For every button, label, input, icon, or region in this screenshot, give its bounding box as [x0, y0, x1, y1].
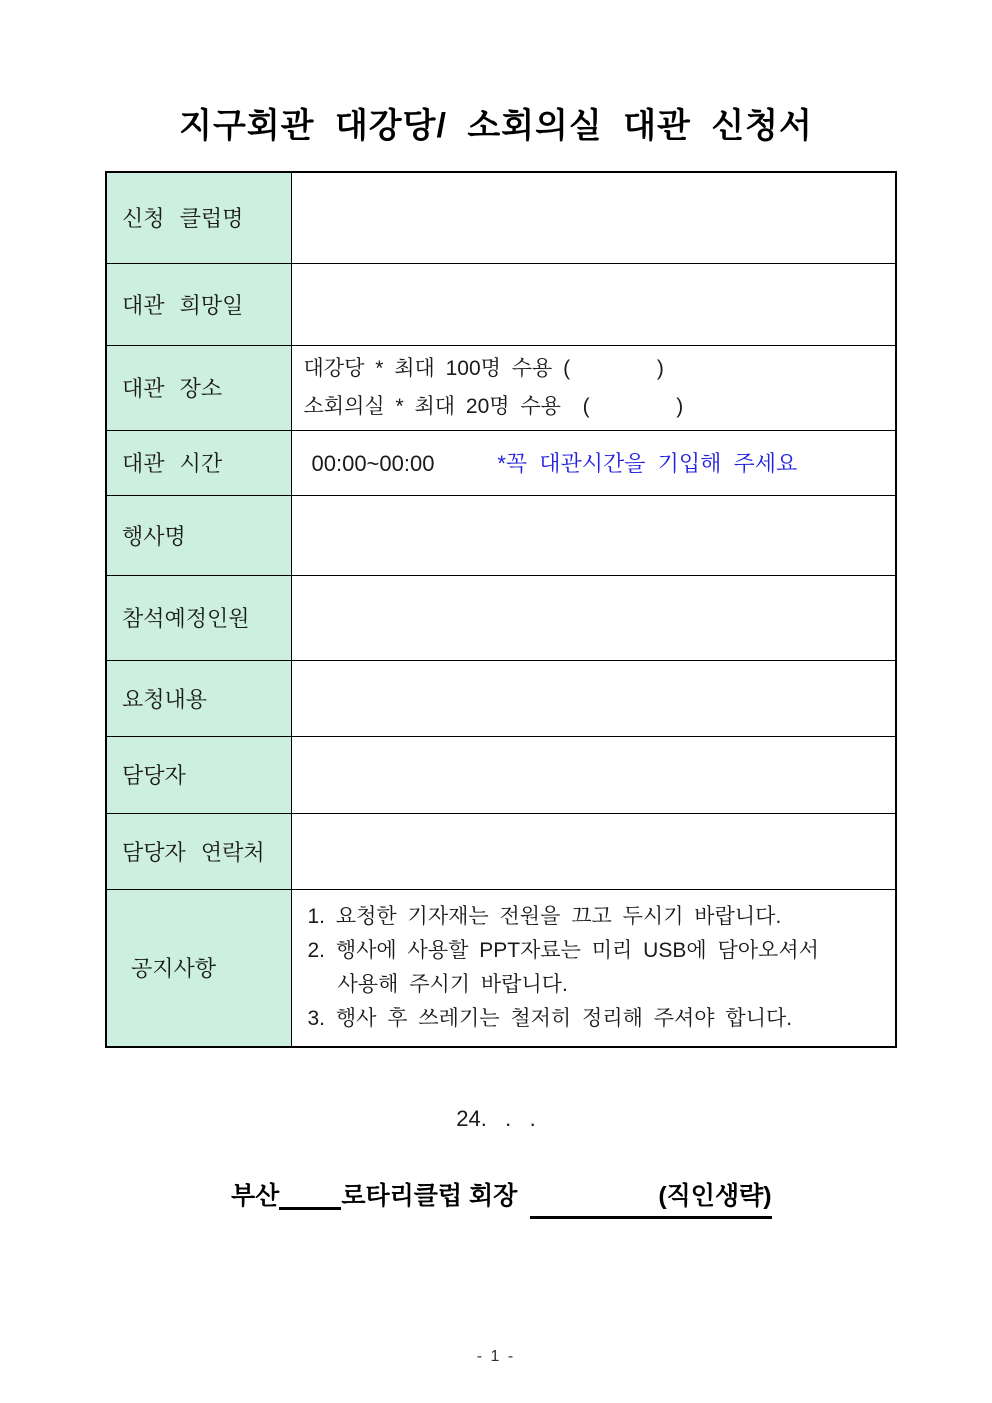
input-cell-club-name [291, 172, 896, 263]
application-form-table [105, 171, 897, 1048]
rental-time-note: *꼭 대관시간을 기입해 주세요 [497, 451, 798, 476]
signature-club-title: 로타리클럽 회장 [341, 1181, 518, 1210]
rental-time-cell [291, 430, 896, 495]
table-row-request-details [106, 660, 896, 736]
venue-option-main-hall: 대강당 * 최대 100명 수용 ( ) [303, 356, 664, 380]
input-cell-request-details [291, 660, 896, 736]
date-line: 24. . . [456, 1105, 536, 1131]
label-expected-attendees: 참석예정인원 [106, 575, 291, 660]
notice-item-3: 3. 행사 후 쓰레기는 철저히 정리해 주셔야 합니다. [307, 1006, 793, 1030]
notice-item-1: 1. 요청한 기자재는 전원을 끄고 두시기 바랍니다. [307, 904, 782, 928]
input-cell-expected-attendees [291, 575, 896, 660]
table-row-club-name [106, 172, 896, 263]
table-row-notices [106, 889, 896, 1047]
table-row-rental-time [106, 430, 896, 495]
table-row-event-name [106, 495, 896, 575]
label-contact-person: 담당자 [106, 736, 291, 813]
stamp-omitted-note: (직인생략) [658, 1181, 772, 1210]
label-rental-time: 대관 시간 [106, 430, 291, 495]
label-request-details: 요청내용 [106, 660, 291, 736]
page-title: 지구회관 대강당/ 소회의실 대관 신청서 [179, 107, 813, 145]
input-cell-desired-date [291, 263, 896, 345]
venue-options-cell [291, 345, 896, 430]
notice-item-2-continued: 사용해 주시기 바랍니다. [337, 972, 568, 996]
label-event-name: 행사명 [106, 495, 291, 575]
notice-item-2: 2. 행사에 사용할 PPT자료는 미리 USB에 담아오셔서 [307, 938, 819, 962]
venue-option-meeting-room: 소회의실 * 최대 20명 수용 ( ) [303, 394, 684, 418]
label-notices: 공지사항 [106, 889, 291, 1047]
signature-name-underline [530, 1176, 771, 1219]
rental-time-value: 00:00~00:00 [311, 451, 435, 476]
notices-cell [291, 889, 896, 1047]
input-cell-contact-person [291, 736, 896, 813]
input-cell-event-name [291, 495, 896, 575]
table-row-contact-phone [106, 813, 896, 889]
signature-club-name-blank [279, 1182, 341, 1210]
table-row-contact-person [106, 736, 896, 813]
page-number: - 1 - [476, 1348, 516, 1365]
signature-city: 부산 [231, 1181, 280, 1210]
table-row-expected-attendees [106, 575, 896, 660]
table-row-desired-date [106, 263, 896, 345]
label-venue: 대관 장소 [106, 345, 291, 430]
table-row-venue [106, 345, 896, 430]
label-contact-phone: 담당자 연락처 [106, 813, 291, 889]
input-cell-contact-phone [291, 813, 896, 889]
label-club-name: 신청 클럽명 [106, 172, 291, 263]
label-desired-date: 대관 희망일 [106, 263, 291, 345]
signature-line [231, 1176, 992, 1219]
